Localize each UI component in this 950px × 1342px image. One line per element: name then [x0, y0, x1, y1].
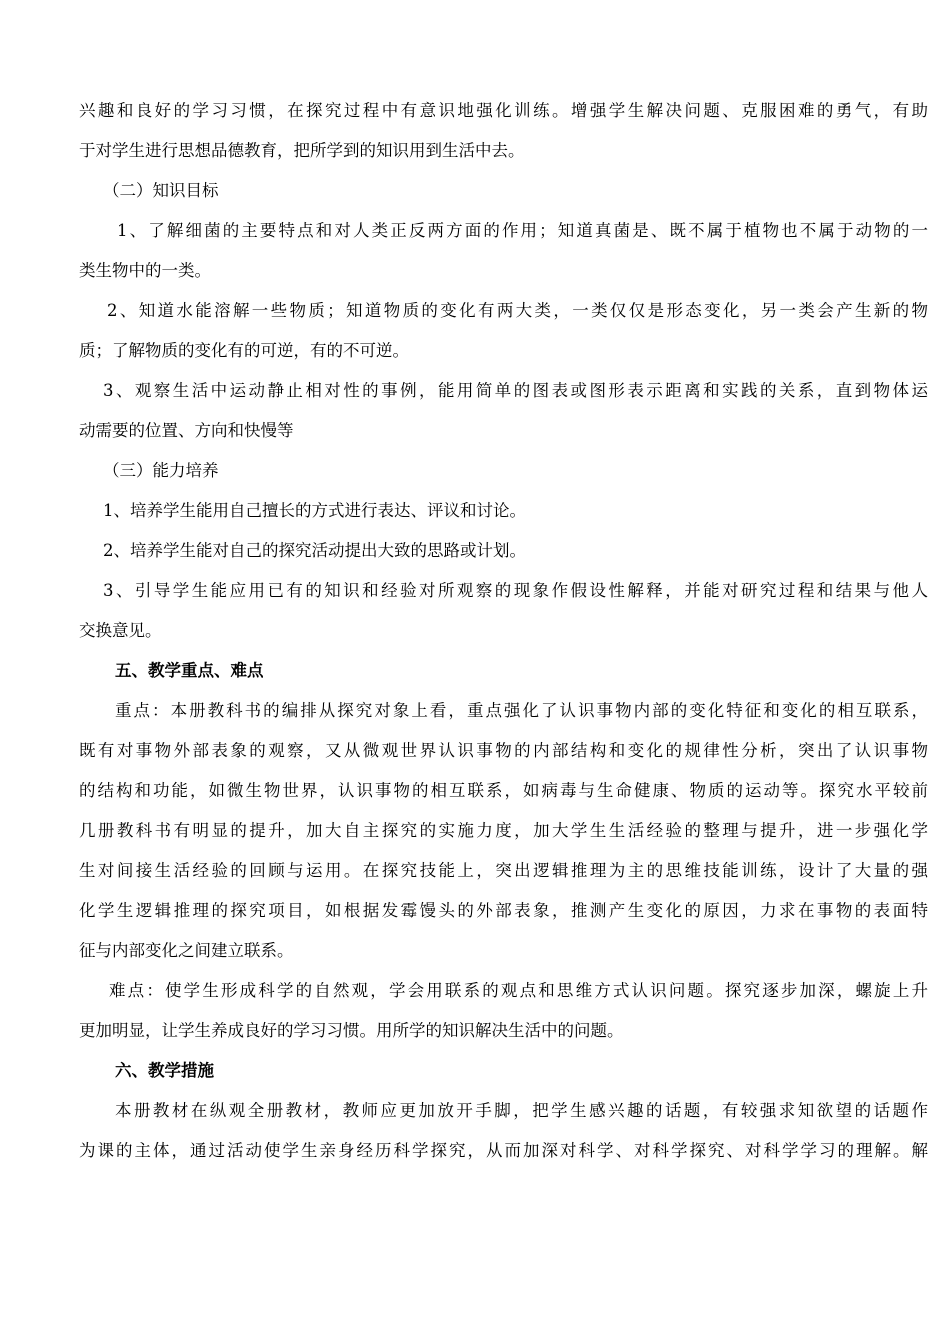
paragraph-difficulties [79, 971, 928, 1051]
text-line: 质；了解物质的变化有的可逆，有的不可逆。 [79, 341, 409, 360]
section-heading-key-points [79, 651, 928, 691]
text-line: 类生物中的一类。 [79, 261, 211, 280]
section-heading-ability-training [79, 451, 928, 491]
text-line: 更加明显，让学生养成良好的学习习惯。用所学的知识解决生活中的问题。 [79, 1021, 624, 1040]
knowledge-goal-3 [79, 371, 928, 451]
section-heading-knowledge-goals [79, 171, 928, 211]
text-line: 3、引导学生能应用已有的知识和经验对所观察的现象作假设性解释，并能对研究过程和结果与他人 [103, 581, 928, 600]
paragraph-interest-habits [79, 91, 928, 171]
text-line: 本册教材在纵观全册教材，教师应更加放开手脚，把学生感兴趣的话题，有较强求知欲望的话题作 [115, 1101, 928, 1120]
text-line: 动需要的位置、方向和快慢等 [79, 421, 294, 440]
text-line: 1、了解细菌的主要特点和对人类正反两方面的作用；知道真菌是、既不属于植物也不属于动物的一 [117, 221, 928, 240]
text-line: 交换意见。 [79, 621, 162, 640]
text-line: 为课的主体，通过活动使学生亲身经历科学探究，从而加深对科学、对科学探究、对科学学习的理解。解 [79, 1141, 928, 1160]
text-line: 几册教科书有明显的提升，加大自主探究的实施力度，加大学生生活经验的整理与提升，进一步强化学 [79, 821, 928, 840]
text-line: 于对学生进行思想品德教育，把所学到的知识用到生活中去。 [79, 141, 525, 160]
ability-item-1 [79, 491, 928, 531]
knowledge-goal-1 [79, 211, 928, 291]
text-line: 1、培养学生能用自己擅长的方式进行表达、评议和讨论。 [103, 501, 526, 520]
text-line: 2、培养学生能对自己的探究活动提出大致的思路或计划。 [103, 541, 526, 560]
text-line: 既有对事物外部表象的观察，又从微观世界认识事物的内部结构和变化的规律性分析，突出了认识事物 [79, 741, 928, 760]
paragraph-key-points [79, 691, 928, 971]
text-line: 重点：本册教科书的编排从探究对象上看，重点强化了认识事物内部的变化特征和变化的相互联系， [115, 701, 928, 720]
text-line: 生对间接生活经验的回顾与运用。在探究技能上，突出逻辑推理为主的思维技能训练，设计了大量的强 [79, 861, 928, 880]
text-line: （二）知识目标 [103, 181, 219, 200]
text-line: （三）能力培养 [103, 461, 219, 480]
section-heading-teaching-measures [79, 1051, 928, 1091]
knowledge-goal-2 [79, 291, 928, 371]
text-line: 的结构和功能，如微生物世界，认识事物的相互联系，如病毒与生命健康、物质的运动等。探究水平较前 [79, 781, 928, 800]
text-line: 3、观察生活中运动静止相对性的事例，能用简单的图表或图形表示距离和实践的关系，直到物体运 [103, 381, 928, 400]
text-line: 2、知道水能溶解一些物质；知道物质的变化有两大类，一类仅仅是形态变化，另一类会产生新的物 [107, 301, 928, 320]
ability-item-2 [79, 531, 928, 571]
text-line: 征与内部变化之间建立联系。 [79, 941, 294, 960]
text-line: 六、教学措施 [115, 1061, 214, 1080]
text-line: 化学生逻辑推理的探究项目，如根据发霉馒头的外部表象，推测产生变化的原因，力求在事物的表面特 [79, 901, 928, 920]
text-line: 兴趣和良好的学习习惯，在探究过程中有意识地强化训练。增强学生解决问题、克服困难的勇气，有助 [79, 101, 928, 120]
text-line: 难点：使学生形成科学的自然观，学会用联系的观点和思维方式认识问题。探究逐步加深，螺旋上升 [109, 981, 928, 1000]
ability-item-3 [79, 571, 928, 651]
paragraph-teaching-measures [79, 1091, 928, 1171]
text-line: 五、教学重点、难点 [115, 661, 264, 680]
